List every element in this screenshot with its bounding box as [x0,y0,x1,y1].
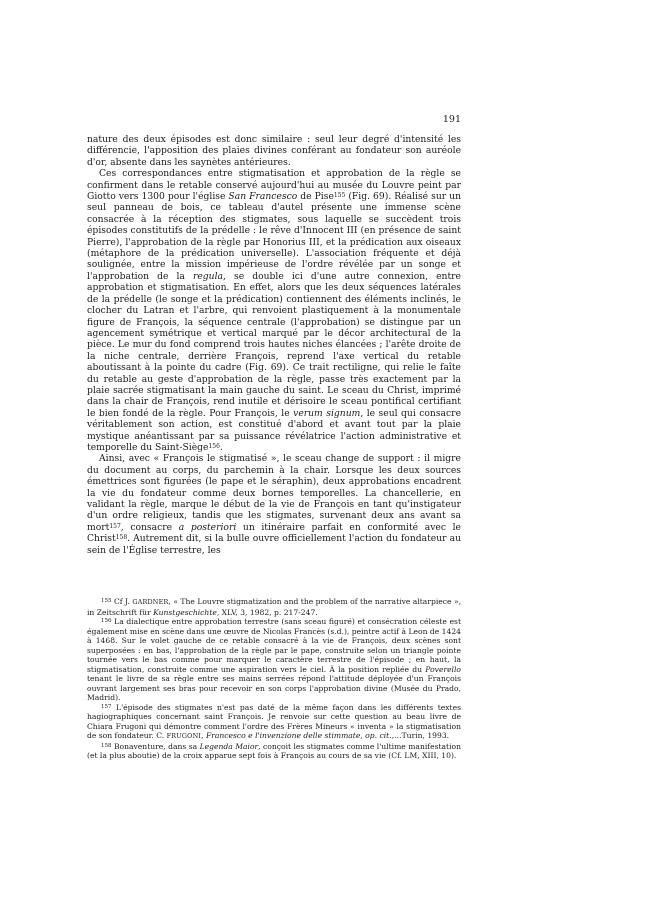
footnote-156 [87,617,461,703]
footnote-157 [87,703,461,742]
paragraph-2 [87,168,461,453]
text-run: , le seul qui consacre véritablement son action, est constitué d'abord et avant tout par la plaie mystique anéantissant par sa puissance révélatrice l'action administrative et temporelle du Saint-Siège [87,407,462,453]
body-text [87,134,461,556]
footnote-ref: 155 [333,192,346,200]
text-run: un itinéraire parfait en conformité avec le Christ [87,521,461,545]
italic-run: Francesco e l'invenzione delle stimmate, op. cit., [205,731,395,740]
text-run: de Pise [297,191,334,203]
italic-run: Legenda Maior [199,741,259,751]
footnote-ref: 156 [208,442,220,450]
footnote-158 [87,742,461,761]
italic-run: San Francesco [228,191,298,203]
footnote-ref: 157 [109,522,121,530]
italic-run: Kunstgeschichte [153,607,217,617]
page-number: 191 [442,114,461,125]
italic-run: verum signum [293,407,361,419]
text-run: La dialectique entre approbation terrestre (sans sceau figuré) et consécration céleste est également mise en scène dans une œuvre de Nicolas Francès (s.d.), peintre actif à Leon de 1424 à 1468. Sur le volet gauche de ce retable consacré à la vie de François, deux scènes sont superposées : en bas, l'approbation de la règle par le pape, construite selon un triangle pointe tournée vers le bas comme pour marquer le caractère terrestre de l'épisode ; en haut, la stigmatisation, construite comme une aspiration vers le ciel. À la position repliée du [87,617,461,674]
text-run: Ainsi, avec « François le stigmatisé », le sceau change de support : il migre du document au corps, du parchemin à la chair. Lorsque les deux sources émettrices sont figurées (le pape et le séraphin), deux approbations encadrent la vie du fondateur comme deux bornes temporelles. La chancellerie, en validant la règle, marque le début de la vie de François en tant qu'instigateur d'un ordre religieux, tandis que les stigmates, survenant deux ans avant sa mort [87,453,461,533]
footnotes [87,597,461,761]
text-run: , XLV, 3, 1982, p. 217-247. [216,607,318,617]
paragraph-3 [87,453,461,556]
small-caps-run: GARDNER [132,598,169,606]
footnote-ref: 158 [115,534,128,542]
footnote-155 [87,597,461,617]
footnote-ref: 155 [101,598,112,604]
text-run: tenant le livre de sa règle entre ses mains serrées répond l'attitude déployée d'un François ouvrant largement ses bras pour recevoir en son corps l'approbation divine (Musée du Prado, Madrid). [87,674,461,702]
footnote-ref: 156 [101,618,112,624]
text-run: , [201,731,206,740]
italic-run: a posteriori [178,521,237,533]
text-run: , consacre [120,521,179,533]
text-run: . Autrement dit, si la bulle ouvre officiellement l'action du fondateur au sein de l'Église terrestre, les [87,533,461,556]
text-run: L'épisode des stigmates n'est pas daté de la même façon dans les différents textes hagiographiques concernant saint François. Je renvoie sur cette question au beau livre de Chiara Frugoni qui démontre comment l'ordre des Frères Mineurs « inventa » la stigmatisation de son fondateur. C. [87,702,461,740]
text-run: , « The Louvre stigmatization and the problem of the narrative altarpiece », in Zeitschrift für [87,597,461,617]
italic-run: Poverello [425,664,461,674]
footnote-ref: 157 [101,703,112,710]
text-run: , se double ici d'une autre connexion, entre approbation et stigmatisation. En effet, alors que les deux séquences latérales de la prédelle (le songe et la prédication) contiennent des éléments inclinés, le clocher du Latran et l'arbre, qui renvoient plastiquement à la monumentale figure de François, la séquence centrale (l'approbation) se distingue par un agencement symétrique et vertical marqué par le décor architectural de la pièce. Le mur du fond comprend trois hautes niches élancées ; l'arête droite de la niche centrale, derrière François, reprend l'axe vertical du retable aboutissant à la pointe du cadre (Fig. 69). Ce trait rectiligne, qui relie le faîte du retable au geste d'approbation de la règle, passe très exactement par la plaie sacrée stigmatisant la main gauche du saint. Le sceau du Christ, imprimé dans la chair de François, rend inutile et dérisoire le sceau pontifical certifiant le bien fondé de la règle. Pour François, le [87,270,461,419]
text-run: , conçoit les stigmates comme l'ultime manifestation (et la plus aboutie) de la croix apparue sept fois à François au cours de sa vie (Cf. LM, XIII, 10). [87,741,461,760]
paragraph-1 [87,134,461,168]
small-caps-run: FRUGONI [166,732,202,740]
text-run: (Fig. 69). Réalisé sur un seul panneau de bois, ce tableau d'autel présente une immense scène consacrée à la réception des stigmates, sous laquelle se succèdent trois épisodes constitutifs de la prédelle : le rêve d'Innocent III (en présence de saint Pierre), l'approbation de la règle par Honorius III, et la prédication aux oiseaux (métaphore de la prédication universelle). L'association fréquente et déjà soulignée, entre la mission impérieuse de l'ordre révélée par un songe et l'approbation de la [87,191,461,282]
text-run: . [219,441,223,453]
text-run: Bonaventure, dans sa [111,741,200,751]
text-run: …Turin, 1993. [394,731,450,740]
text-run: Ces correspondances entre stigmatisation et approbation de la règle se confirment dans le retable conservé aujourd'hui au musée du Louvre peint par Giotto vers 1300 pour l'église [87,168,461,203]
text-run: nature des deux épisodes est donc similaire : seul leur degré d'intensité les différencie, l'apposition des plaies divines conférant au fondateur son auréole d'or, absente dans les saynètes antérieures. [87,134,461,168]
footnote-ref: 158 [101,742,112,749]
italic-run: regula [192,270,224,282]
text-run: Cf J. [111,597,133,606]
